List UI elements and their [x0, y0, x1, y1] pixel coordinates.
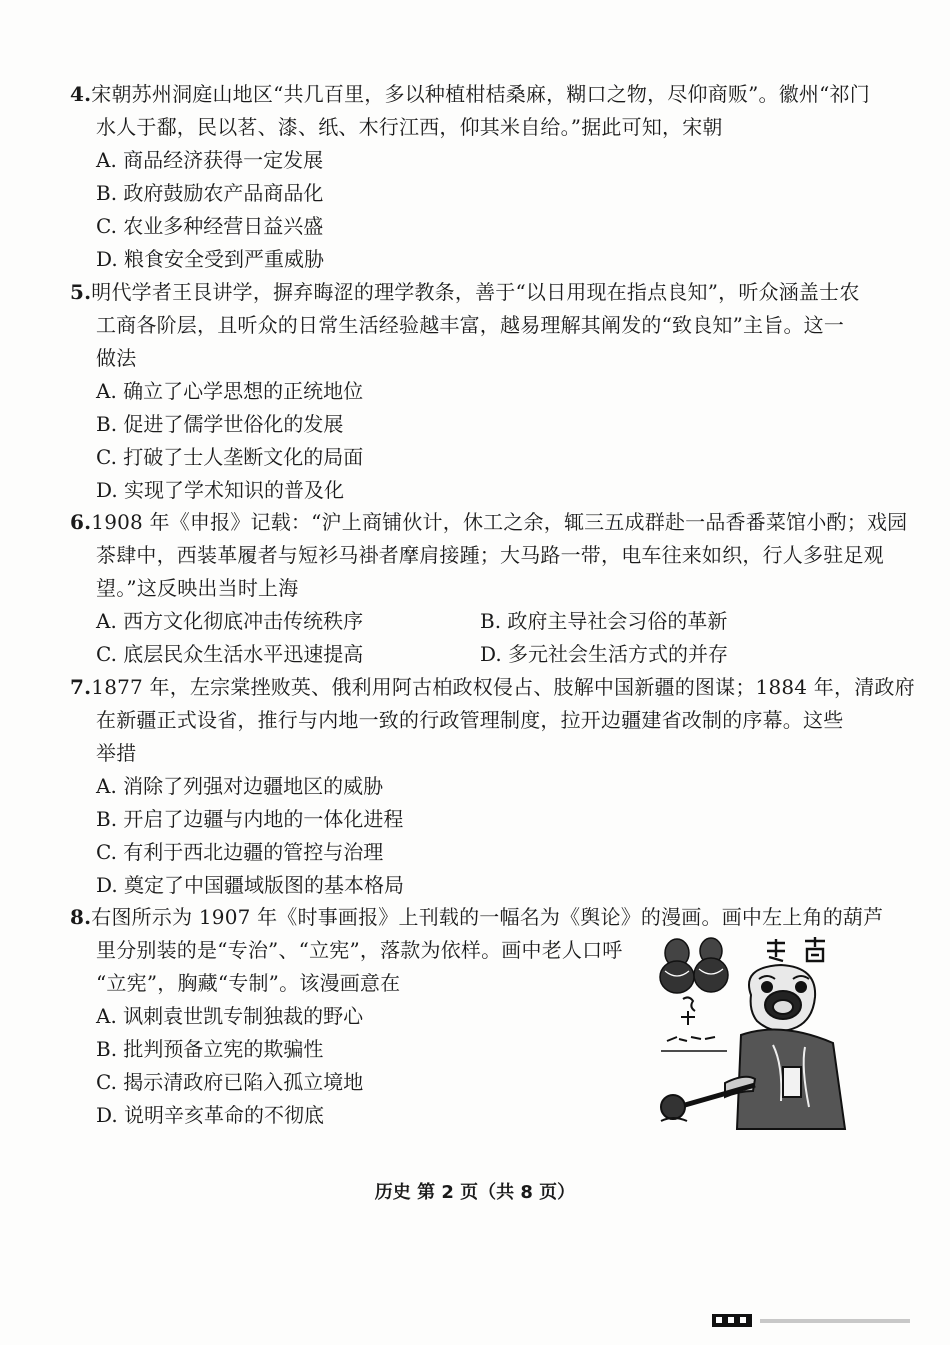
question-stem-line — [70, 901, 890, 934]
question-text: 明代学者王艮讲学，摒弃晦涩的理学教条，善于“以日用现在指点良知”，听众涵盖士农 — [91, 280, 860, 304]
question-stem-line — [70, 506, 908, 539]
option-d[interactable]: D. 说明辛亥革命的不彻底 — [96, 1103, 325, 1127]
option-b[interactable]: B. 开启了边疆与内地的一体化进程 — [96, 807, 404, 831]
question-stem-line — [70, 671, 915, 704]
question-stem-line: 在新疆正式设省，推行与内地一致的行政管理制度，拉开边疆建省改制的序幕。这些 — [96, 708, 844, 732]
question-6 — [70, 506, 908, 671]
option-d[interactable]: D. 粮食安全受到严重威胁 — [96, 247, 325, 271]
option-c[interactable]: C. 底层民众生活水平迅速提高 — [96, 642, 364, 666]
option-d[interactable]: D. 奠定了中国疆域版图的基本格局 — [96, 873, 405, 897]
question-text: 1908 年《申报》记载：“沪上商铺伙计，休工之余，辄三五成群赴一品香番菜馆小酌；戏园 — [91, 510, 908, 534]
option-a[interactable]: A. 西方文化彻底冲击传统秩序 — [96, 609, 364, 633]
option-c[interactable]: C. 农业多种经营日益兴盛 — [96, 214, 324, 238]
question-stem-line: 里分别装的是“专治”、“立宪”，落款为依样。画中老人口呼 — [96, 938, 623, 962]
option-b[interactable]: B. 政府主导社会习俗的革新 — [480, 609, 728, 633]
question-stem-line: 做法 — [96, 346, 137, 370]
option-a[interactable]: A. 讽刺袁世凯专制独裁的野心 — [96, 1004, 364, 1028]
question-7 — [70, 671, 915, 902]
caption-strokes — [667, 1037, 715, 1041]
question-stem-line — [70, 78, 890, 111]
option-a[interactable]: A. 商品经济获得一定发展 — [96, 148, 324, 172]
question-text: 1877 年，左宗棠挫败英、俄利用阿古柏政权侵占、肢解中国新疆的图谋；1884 年，清政府 — [91, 675, 915, 699]
option-d[interactable]: D. 实现了学术知识的普及化 — [96, 478, 345, 502]
signature-mark — [681, 997, 695, 1025]
question-stem-line — [70, 276, 890, 309]
question-stem-line: 水人于鄱，民以茗、漆、纸、木行江西，仰其米自给。”据此可知，宋朝 — [96, 115, 723, 139]
option-b[interactable]: B. 促进了儒学世俗化的发展 — [96, 412, 344, 436]
watermark-mark — [712, 1313, 922, 1329]
option-c[interactable]: C. 有利于西北边疆的管控与治理 — [96, 840, 384, 864]
question-number: 7. — [70, 675, 92, 699]
question-number: 5. — [70, 280, 92, 304]
gourd-icon — [694, 938, 728, 992]
option-c[interactable]: C. 揭示清政府已陷入孤立境地 — [96, 1070, 364, 1094]
option-b[interactable]: B. 政府鼓励农产品商品化 — [96, 181, 324, 205]
option-c[interactable]: C. 打破了士人垄断文化的局面 — [96, 445, 364, 469]
question-4 — [70, 78, 890, 276]
option-a[interactable]: A. 消除了列强对边疆地区的威胁 — [96, 774, 384, 798]
option-b[interactable]: B. 批判预备立宪的欺骗性 — [96, 1037, 324, 1061]
option-a[interactable]: A. 确立了心学思想的正统地位 — [96, 379, 364, 403]
question-number: 6. — [70, 510, 92, 534]
option-row — [70, 605, 890, 638]
question-stem-line: 工商各阶层，且听众的日常生活经验越丰富，越易理解其阐发的“致良知”主旨。这一 — [96, 313, 845, 337]
old-man-figure — [725, 965, 845, 1129]
political-cartoon-illustration — [655, 935, 855, 1130]
question-stem-line: “立宪”，胸藏“专制”。该漫画意在 — [96, 971, 401, 995]
question-text: 右图所示为 1907 年《时事画报》上刊载的一幅名为《舆论》的漫画。画中左上角的葫芦 — [91, 905, 884, 929]
question-number: 4. — [70, 82, 92, 106]
cartoon-title-mark — [767, 937, 825, 961]
question-5 — [70, 276, 890, 507]
question-stem-line: 望。”这反映出当时上海 — [96, 576, 299, 600]
gourd-icon — [660, 939, 694, 993]
question-stem-line: 举措 — [96, 741, 137, 765]
question-text: 宋朝苏州洞庭山地区“共几百里，多以种植柑桔桑麻，糊口之物，尽仰商贩”。徽州“祁门 — [91, 82, 870, 106]
question-stem-line: 茶肆中，西装革履者与短衫马褂者摩肩接踵；大马路一带，电车往来如织，行人多驻足观 — [96, 543, 884, 567]
page-footer: 历史 第 2 页（共 8 页） — [374, 1182, 576, 1203]
option-row — [70, 638, 890, 671]
small-figure — [661, 1095, 687, 1121]
question-number: 8. — [70, 905, 92, 929]
option-d[interactable]: D. 多元社会生活方式的并存 — [480, 642, 729, 666]
